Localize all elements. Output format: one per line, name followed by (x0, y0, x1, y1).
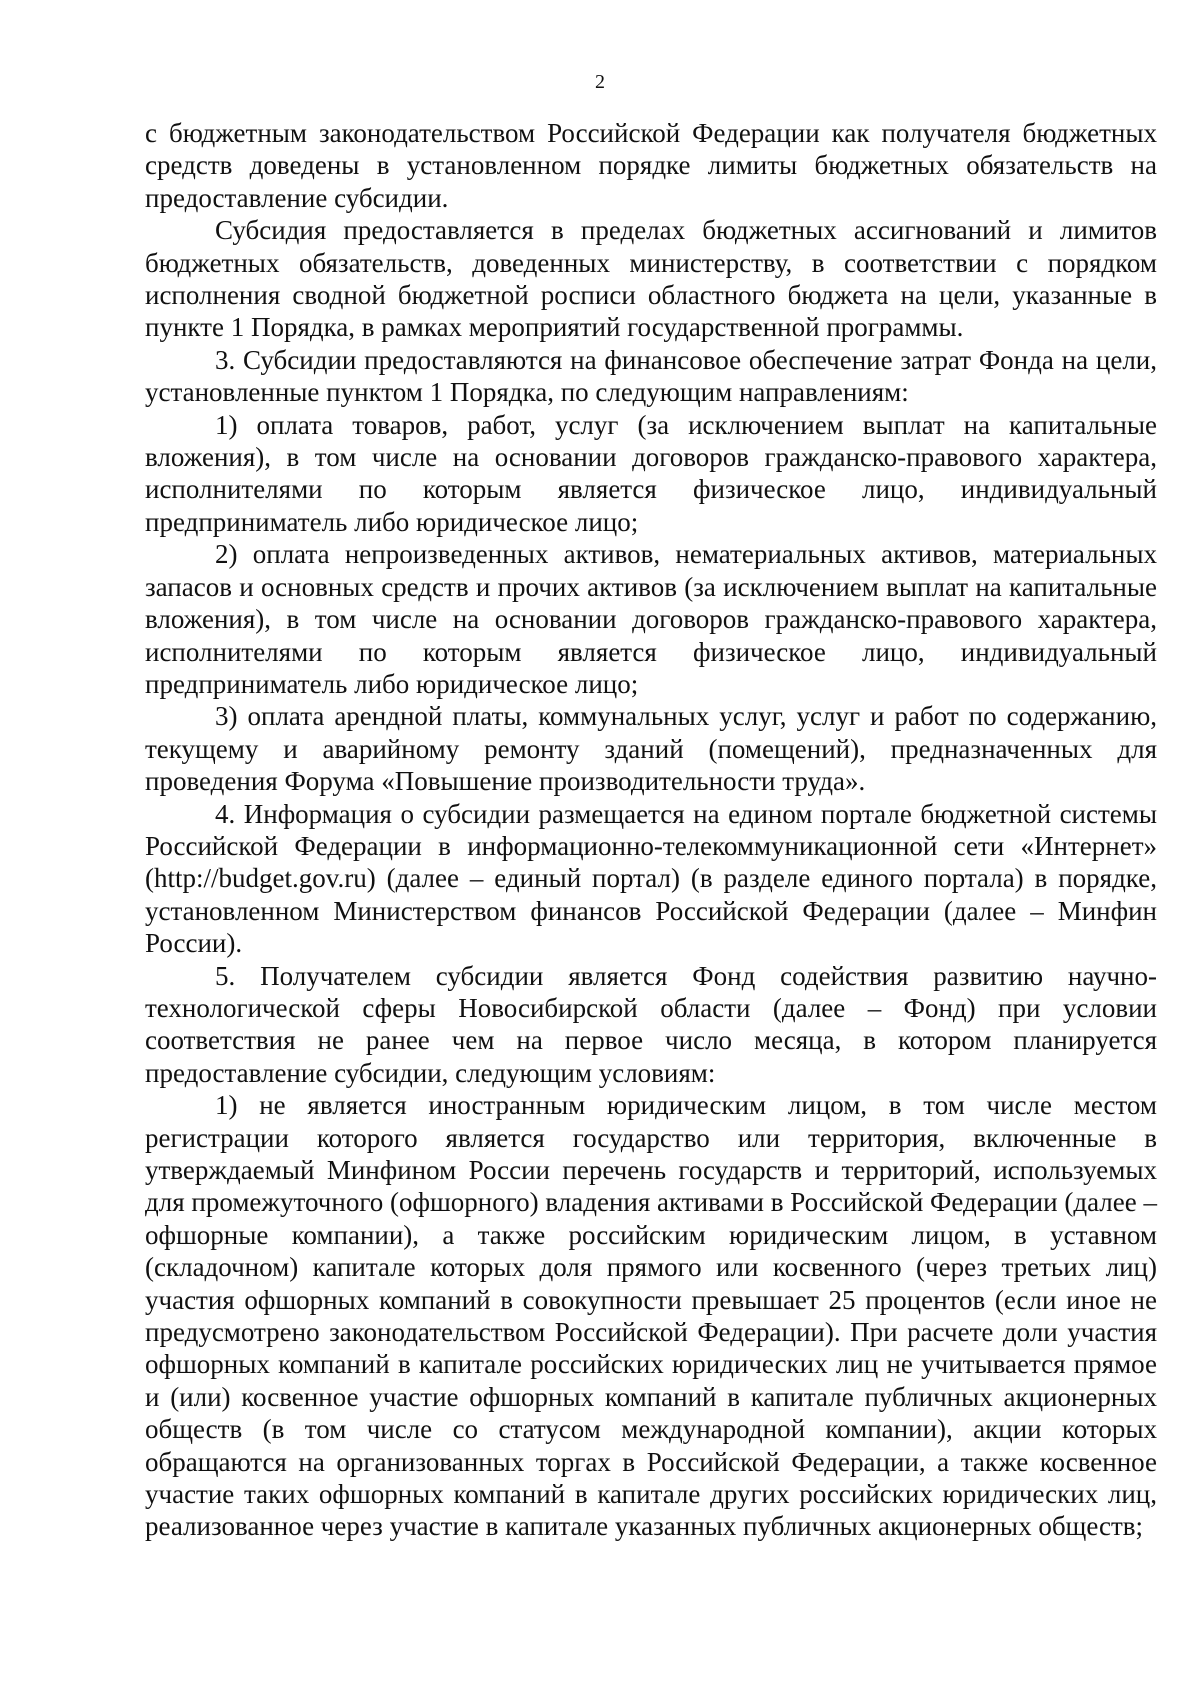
paragraph-item-5-1: 1) не является иностранным юридическим лицом, в том числе местом регистрации которого является государство или территория, включенные в утверждаемый Минфином России перечень государств и территорий, используемых для промежуточного (офшорного) владения активами в Российской Федерации (далее – офшорные компании), а также российским юридическим лицом, в уставном (складочном) капитале которых доля прямого или косвенного (через третьих лиц) участия офшорных компаний в совокупности превышает 25 процентов (если иное не предусмотрено законодательством Российской Федерации). При расчете доли участия офшорных компаний в капитале российских юридических лиц не учитывается прямое и (или) косвенное участие офшорных компаний в капитале публичных акционерных обществ (в том числе со статусом международной компании), акции которых обращаются на организованных торгах в Российской Федерации, а также косвенное участие таких офшорных компаний в капитале других российских юридических лиц, реализованное через участие в капитале указанных публичных акционерных обществ; (145, 1090, 1157, 1542)
paragraph-continuation: с бюджетным законодательством Российской Федерации как получателя бюджетных средств доведены в установленном порядке лимиты бюджетных обязательств на предоставление субсидии. (145, 118, 1157, 213)
document-body (145, 117, 1157, 1543)
paragraph-item-3-1: 1) оплата товаров, работ, услуг (за исключением выплат на капитальные вложения), в том числе на основании договоров гражданско-правового характера, исполнителями по которым является физическое лицо, индивидуальный предприниматель либо юридическое лицо; (145, 409, 1157, 537)
paragraph-item-3-2: 2) оплата непроизведенных активов, нематериальных активов, материальных запасов и основных средств и прочих активов (за исключением выплат на капитальные вложения), в том числе на основании договоров гражданско-правового характера, исполнителями по которым является физическое лицо, индивидуальный предприниматель либо юридическое лицо; (145, 539, 1157, 699)
paragraph-item-3-3: 3) оплата арендной платы, коммунальных услуг, услуг и работ по содержанию, текущему и аварийному ремонту зданий (помещений), предназначенных для проведения Форума «Повышение производительности труда». (145, 701, 1157, 797)
paragraph-item-3: 3. Субсидии предоставляются на финансовое обеспечение затрат Фонда на цели, установленные пунктом 1 Порядка, по следующим направлениям: (145, 344, 1157, 408)
paragraph-item-5: 5. Получателем субсидии является Фонд содействия развитию научно-технологической сферы Новосибирской области (далее – Фонд) при условии соответствия не ранее чем на первое число месяца, в котором планируется предоставление субсидии, следующим условиям: (145, 960, 1157, 1088)
page-number: 2 (595, 71, 605, 93)
paragraph-item-4: 4. Информация о субсидии размещается на едином портале бюджетной системы Российской Федерации в информационно-телекоммуникационной сети «Интернет» (http://budget.gov.ru) (далее – единый портал) (в разделе единого портала) в порядке, установленном Министерством финансов Российской Федерации (далее – Минфин России). (145, 798, 1157, 959)
paragraph-subsidy-limits: Субсидия предоставляется в пределах бюджетных ассигнований и лимитов бюджетных обязательств, доведенных министерству, в соответствии с порядком исполнения сводной бюджетной росписи областного бюджета на цели, указанные в пункте 1 Порядка, в рамках мероприятий государственной программы. (145, 215, 1157, 343)
